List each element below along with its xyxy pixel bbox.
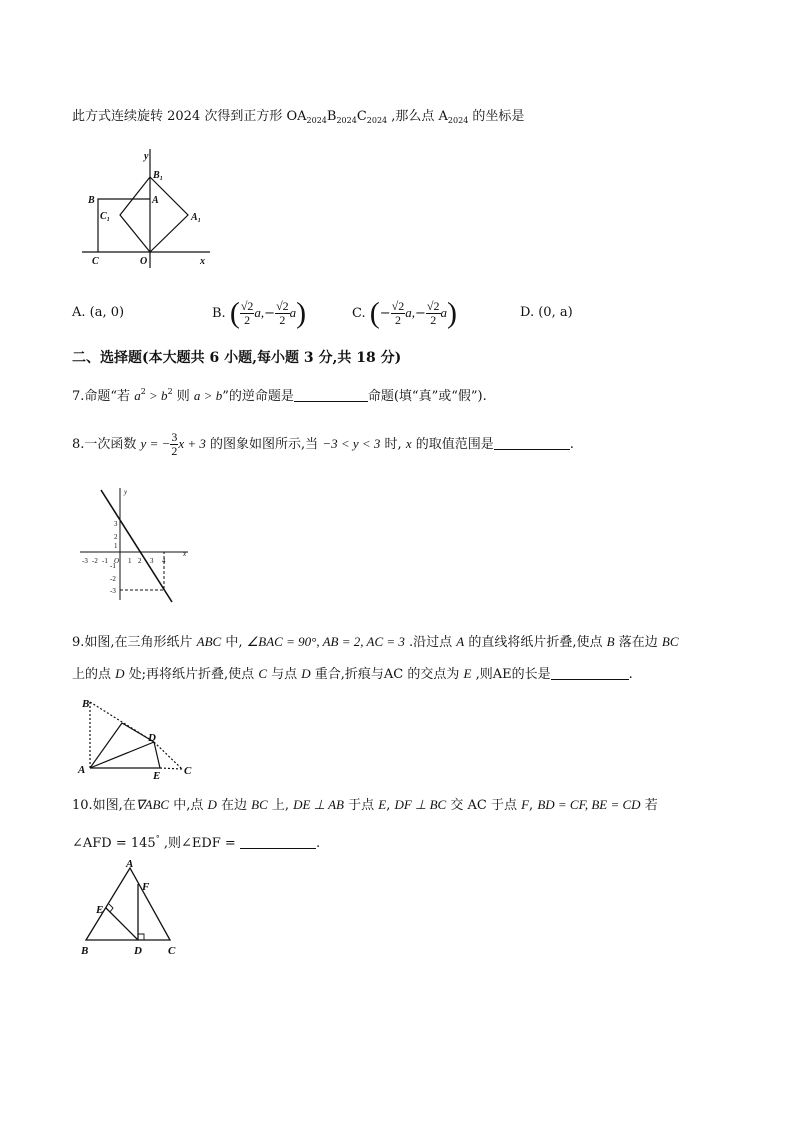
subscript: 2024 <box>366 116 388 125</box>
math: F <box>521 797 530 812</box>
answer-blank[interactable] <box>294 389 368 402</box>
label-c1: C₁ <box>100 211 111 222</box>
left-paren: ( <box>369 296 380 330</box>
segment-ec <box>160 768 182 769</box>
label-b: B <box>81 945 89 957</box>
subscript: 2024 <box>336 116 357 125</box>
math: x + 3 <box>178 436 206 451</box>
math: E <box>463 666 472 681</box>
denominator: 2 <box>171 444 178 458</box>
q7-text: 7.命题“若 <box>72 389 135 404</box>
q7-text: 则 <box>172 389 194 404</box>
q9-text: ,则AE的长是 <box>471 667 551 682</box>
math: > b <box>145 388 168 403</box>
math: x <box>405 436 412 451</box>
math: a <box>134 388 141 403</box>
math: ABC <box>196 634 222 649</box>
denominator: 2 <box>430 313 437 327</box>
q6-option-c <box>352 291 457 335</box>
label-a: A <box>78 764 86 776</box>
q6-intro-text: C <box>356 109 367 124</box>
q7 <box>72 383 487 406</box>
q8-text: 8.一次函数 <box>72 437 141 452</box>
tick-x4: 4 <box>162 557 166 565</box>
q7-text: ”的逆命题是 <box>222 389 294 404</box>
q9-text: 重合,折痕与AC 的交点为 <box>310 667 464 682</box>
label-o: O <box>140 256 148 267</box>
q10-line1 <box>72 796 658 815</box>
q9-text: 的直线将纸片折叠,使点 <box>464 635 607 650</box>
q9-line1 <box>72 633 679 652</box>
label-y: y <box>144 151 149 162</box>
q9-text: 中, <box>221 635 247 650</box>
label-b1: B₁ <box>153 170 164 181</box>
math: BC <box>251 797 268 812</box>
label-d: D <box>134 945 142 957</box>
superscript: 2 <box>140 387 146 396</box>
q10-text: 在边 <box>216 798 252 813</box>
answer-blank[interactable] <box>551 667 629 680</box>
q9-line2 <box>72 665 633 684</box>
fraction <box>391 300 406 327</box>
variable: a, <box>405 305 416 320</box>
denominator: 2 <box>279 313 286 327</box>
option-label: C. <box>352 306 366 321</box>
option-label: B. <box>212 306 226 321</box>
q10-text: . <box>315 836 321 851</box>
q10-text: 于点 <box>343 798 379 813</box>
tick-y-neg2: -2 <box>110 575 116 583</box>
subscript: 2024 <box>447 116 469 125</box>
segment-de <box>154 742 160 768</box>
label-c: C <box>184 765 192 777</box>
q9-text: 处;再将纸片折叠,使点 <box>124 667 259 682</box>
q10-figure <box>78 860 188 960</box>
minus-sign: − <box>379 306 391 321</box>
answer-blank[interactable] <box>494 437 570 450</box>
numerator: √2 <box>240 299 254 313</box>
q6-option-d: D. (0, a) <box>520 305 573 320</box>
right-angle-mark-d <box>138 934 144 940</box>
label-b: B <box>82 698 90 710</box>
superscript: 2 <box>167 387 173 396</box>
math: DE ⊥ AB <box>293 797 344 812</box>
q9-text: . <box>628 667 633 682</box>
q6-figure <box>82 143 217 271</box>
q9-text: 落在边 <box>614 635 662 650</box>
label-c: C <box>168 945 176 957</box>
answer-blank[interactable] <box>240 836 316 849</box>
q10-text: 若 <box>640 798 658 813</box>
math: A <box>456 634 465 649</box>
label-y: y <box>124 488 128 496</box>
q10-text: ∠AFD = 145 <box>72 836 156 851</box>
label-x: x <box>200 256 205 267</box>
numerator: 3 <box>171 430 178 444</box>
q10-line2 <box>72 830 320 853</box>
math: E <box>378 797 387 812</box>
q6-intro-text: 的坐标是 <box>468 109 525 124</box>
left-paren: ( <box>229 296 240 330</box>
q8-text: 时, <box>380 437 406 452</box>
q9-text: .沿过点 <box>404 635 457 650</box>
fraction <box>240 300 255 327</box>
label-a1: A₁ <box>191 212 202 223</box>
tick-y-neg1: -1 <box>110 562 116 570</box>
label-e: E <box>96 904 104 916</box>
q10-text: ,则∠EDF = <box>159 836 240 851</box>
q10-text: , <box>386 798 395 813</box>
tick-neg1: -1 <box>102 557 108 565</box>
label-f: F <box>142 881 150 893</box>
q8-text: 的图象如图所示,当 <box>205 437 323 452</box>
square-oa1b1c1 <box>120 177 188 252</box>
q8-text: 的取值范围是 <box>411 437 494 452</box>
minus-sign: − <box>415 306 426 321</box>
q10-text: , <box>529 798 538 813</box>
q8-figure <box>80 486 192 604</box>
q6-intro <box>72 108 524 130</box>
math: BC <box>661 634 679 649</box>
q9-figure <box>76 694 200 780</box>
section-heading: 二、选择题(本大题共 6 小题,每小题 3 分,共 18 分) <box>72 350 402 366</box>
q6-intro-text: ,那么点 A <box>387 109 448 124</box>
math: a > b <box>193 388 223 403</box>
math: DF ⊥ BC <box>394 797 447 812</box>
q6-option-b <box>212 291 306 335</box>
tick-x1: 1 <box>128 557 132 565</box>
segment-de <box>106 908 138 940</box>
label-d: D <box>148 732 156 744</box>
numerator: √2 <box>276 299 289 313</box>
tick-1: 1 <box>114 542 118 550</box>
q10-text: 上, <box>267 798 294 813</box>
tick-x2: 2 <box>138 557 142 565</box>
label-a: A <box>152 195 159 206</box>
q8 <box>72 424 574 464</box>
label-b: B <box>88 195 95 206</box>
function-line <box>101 490 172 602</box>
numerator: √2 <box>426 299 440 313</box>
math: D <box>301 666 311 681</box>
tick-y-neg3: -3 <box>110 587 116 595</box>
segment-dc <box>154 742 182 769</box>
q8-text: . <box>569 437 574 452</box>
math: C <box>258 666 267 681</box>
q9-text: 与点 <box>266 667 302 682</box>
dashed-guide <box>120 552 164 590</box>
q6-option-a: A. (a, 0) <box>72 305 125 320</box>
fraction <box>426 300 441 327</box>
numerator: √2 <box>391 299 405 313</box>
tick-x3: 3 <box>150 557 154 565</box>
math: D <box>207 797 217 812</box>
variable: a <box>440 305 448 320</box>
math: B <box>606 634 615 649</box>
q9-text: 上的点 <box>72 667 116 682</box>
math: BD = CF, BE = CD <box>537 797 641 812</box>
math: ∇ABC <box>135 797 170 812</box>
right-paren: ) <box>296 296 307 330</box>
math: D <box>115 666 125 681</box>
label-o: O <box>114 557 120 565</box>
superscript: ° <box>155 834 160 843</box>
label-a: A <box>126 860 134 870</box>
tick-2: 2 <box>114 533 118 541</box>
q9-text: 9.如图,在三角形纸片 <box>72 635 197 650</box>
tick-neg2: -2 <box>92 557 98 565</box>
variable: a <box>289 305 297 320</box>
denominator: 2 <box>394 313 401 327</box>
label-c: C <box>92 256 99 267</box>
math: −3 < y < 3 <box>322 436 381 451</box>
q7-text: 命题(填“真”或“假”). <box>367 389 487 404</box>
q10-text: 10.如图,在 <box>72 798 136 813</box>
label-e: E <box>153 770 161 780</box>
math: y = − <box>140 436 171 451</box>
minus-sign: − <box>264 306 276 321</box>
right-paren: ) <box>447 296 458 330</box>
tick-3: 3 <box>114 520 118 528</box>
q6-intro-text: 此方式连续旋转 2024 次得到正方形 OA <box>72 109 307 124</box>
math: ∠BAC = 90°, AB = 2, AC = 3 <box>246 634 405 649</box>
q6-intro-text: B <box>326 109 337 124</box>
fraction <box>275 300 290 327</box>
subscript: 2024 <box>306 116 327 125</box>
q10-text: 中,点 <box>169 798 208 813</box>
q10-text: 交 AC 于点 <box>446 798 522 813</box>
denominator: 2 <box>244 313 251 327</box>
variable: a, <box>254 305 265 320</box>
tick-neg3: -3 <box>82 557 88 565</box>
label-x: x <box>183 550 187 558</box>
square-oabc <box>98 199 150 252</box>
